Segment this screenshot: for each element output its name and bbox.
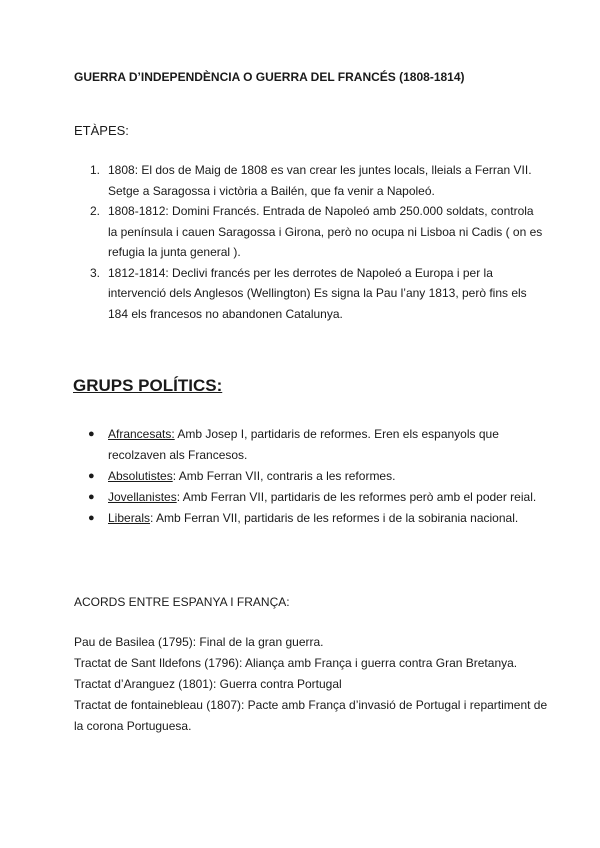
grup-term: Afrancesats:	[108, 427, 175, 441]
grup-term: Liberals	[108, 511, 151, 525]
bullet-icon: ●	[88, 512, 95, 524]
acord-line: Pau de Basilea (1795): Final de la gran guerra.	[74, 635, 324, 649]
list-number: 3.	[90, 265, 101, 280]
list-item	[74, 263, 544, 325]
list-item	[74, 201, 544, 263]
list-item-text: 1808-1812: Domini Francés. Entrada de Napoleó amb 250.000 soldats, controla la península i cauen Saragossa i Girona, però no ocupa ni Lisboa ni Cadis ( on es refugia la junta general ).	[108, 204, 543, 259]
list-item	[74, 424, 544, 466]
list-item-text: 1812-1814: Declivi francés per les derrotes de Napoleó a Europa i per la intervenció dels Anglesos (Wellington) Es signa la Pau l’any 1813, però fins els 184 els francesos no abandonen Catalunya.	[108, 265, 527, 321]
grup-text: : Amb Ferran VII, partidaris de les reformes i de la sobirania nacional.	[150, 511, 519, 525]
list-item	[74, 487, 544, 508]
grup-text: Amb Josep I, partidaris de reformes. Eren els espanyols que recolzaven als Francesos.	[108, 427, 499, 462]
grup-term: Absolutistes	[108, 469, 173, 483]
bullet-icon: ●	[88, 428, 95, 440]
grups-heading: GRUPS POLÍTICS:	[73, 376, 223, 395]
acords-heading: ACORDS ENTRE ESPANYA I FRANÇA:	[74, 595, 290, 609]
list-number: 1.	[90, 163, 101, 177]
list-item	[74, 466, 544, 487]
grups-list	[74, 424, 544, 529]
list-item	[74, 160, 544, 201]
list-item	[74, 508, 544, 529]
etapes-list	[74, 160, 544, 324]
acord-line: Tractat de fontainebleau (1807): Pacte amb França d’invasió de Portugal i repartiment de la corona Portuguesa.	[74, 698, 548, 733]
grup-text: : Amb Ferran VII, partidaris de les reformes però amb el poder reial.	[176, 490, 537, 504]
grup-text: : Amb Ferran VII, contraris a les reformes.	[172, 469, 396, 483]
grup-term: Jovellanistes	[108, 490, 177, 504]
acord-line: Tractat de Sant Ildefons (1796): Aliança amb França i guerra contra Gran Bretanya.	[74, 656, 518, 670]
acord-line: Tractat d’Aranguez (1801): Guerra contra Portugal	[74, 677, 342, 691]
bullet-icon: ●	[88, 491, 95, 503]
etapes-heading: ETÀPES:	[74, 123, 129, 138]
acords-list	[74, 632, 554, 737]
list-item-text: 1808: El dos de Maig de 1808 es van crear les juntes locals, lleials a Ferran VII. Setge a Saragossa i victòria a Bailén, que fa venir a Napoleó.	[108, 163, 532, 198]
bullet-icon: ●	[88, 470, 95, 482]
document-title: GUERRA D’INDEPENDÈNCIA O GUERRA DEL FRANCÉS (1808-1814)	[74, 70, 465, 84]
list-number: 2.	[90, 204, 101, 218]
